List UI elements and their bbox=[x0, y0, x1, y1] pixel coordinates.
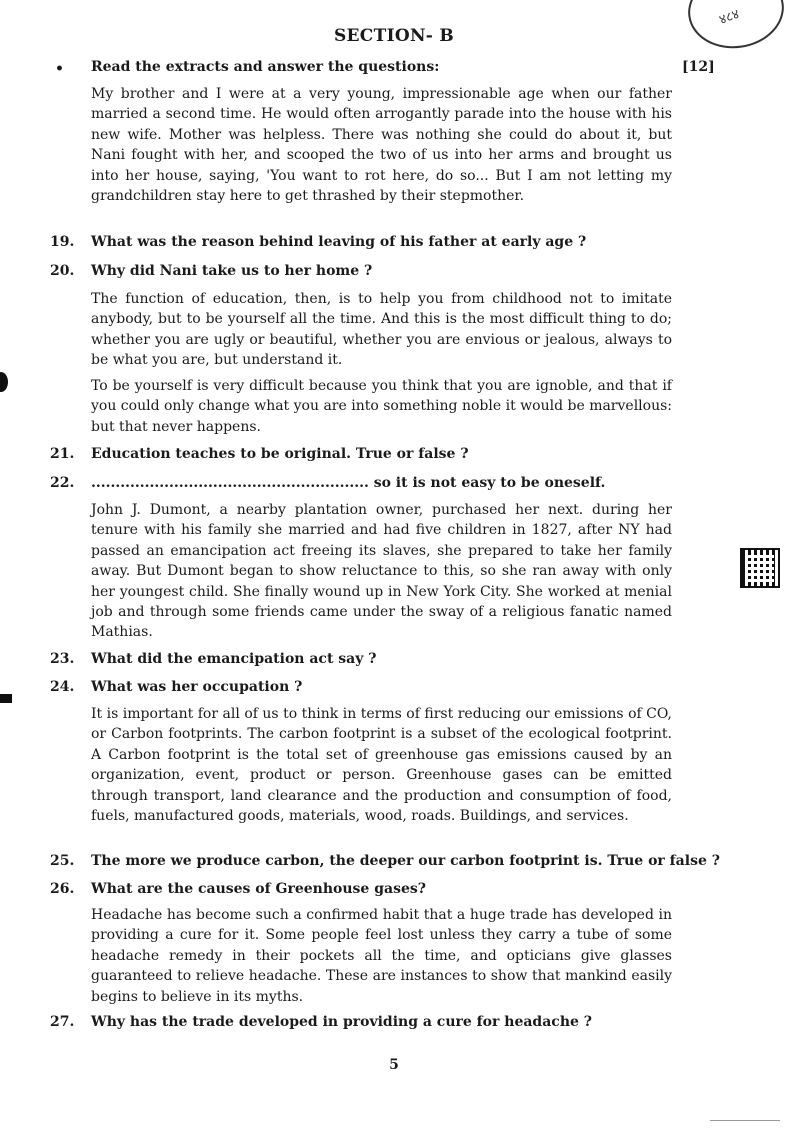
instruction-text: Read the extracts and answer the questions: bbox=[91, 59, 440, 75]
question-text: The more we produce carbon, the deeper our carbon footprint is. True or false ? bbox=[91, 853, 720, 869]
qr-code-icon bbox=[740, 548, 780, 588]
question-number: 24. bbox=[50, 679, 75, 695]
question-number: 21. bbox=[50, 446, 75, 462]
passage-2: The function of education, then, is to help you from childhood not to imitate anybody, but to be yourself all the time. And this is the most difficult thing to do; whether you are ugly or beautiful, whether you are envious or jealous, always to be what you are, but understand it. bbox=[91, 291, 672, 369]
footer-divider bbox=[710, 1120, 780, 1121]
question-number: 26. bbox=[50, 881, 75, 897]
question-text: What was the reason behind leaving of his father at early age ? bbox=[91, 234, 587, 250]
question-number: 25. bbox=[50, 853, 75, 869]
scan-edge-mark bbox=[0, 694, 12, 703]
question-number: 27. bbox=[50, 1014, 75, 1030]
bullet-icon: • bbox=[55, 61, 64, 77]
question-text: What are the causes of Greenhouse gases? bbox=[91, 881, 426, 897]
question-text: Why has the trade developed in providing a cure for headache ? bbox=[91, 1014, 592, 1030]
passage-3: To be yourself is very difficult because you think that you are ignoble, and that if you could only change what you are into something noble it would be marvellous: but that never happens. bbox=[91, 378, 672, 435]
question-number: 22. bbox=[50, 475, 75, 491]
handwritten-note: ४८४ bbox=[717, 6, 742, 28]
passage-5: It is important for all of us to think in terms of first reducing our emissions of CO, or Carbon footprints. The carbon footprint is a subset of the ecological footprint. A Carbon footprint is the total set of greenhouse gas emissions caused by an organization, event, product or person. Greenhouse gases can be emitted through transport, land clearance and the production and consumption of food, fuels, manufactured goods, materials, wood, roads. Buildings, and services. bbox=[91, 706, 672, 825]
question-text: What was her occupation ? bbox=[91, 679, 303, 695]
question-number: 19. bbox=[50, 234, 75, 250]
passage-1: My brother and I were at a very young, impressionable age when our father married a second time. He would often arrogantly parade into the house with his new wife. Mother was helpless. There was nothing she could do about it, but Nani fought with her, and scooped the two of us into her arms and brought us into her house, saying, 'You want to rot here, do so... But I am not letting my grandchildren stay here to get thrashed by their stepmother. bbox=[91, 86, 672, 205]
passage-4: John J. Dumont, a nearby plantation owner, purchased her next. during her tenure with his family she married and had five children in 1827, after NY had passed an emancipation act freeing its slaves, she prepared to take her family away. But Dumont began to show reluctance to this, so she ran away with only her youngest child. She finally wound up in New York City. She worked at menial job and through some friends came under the sway of a religious fanatic named Mathias. bbox=[91, 502, 672, 641]
section-title: SECTION- B bbox=[333, 26, 455, 46]
passage-6: Headache has become such a confirmed habit that a huge trade has developed in providing a cure for it. Some people feel lost unless they carry a tube of some headache remedy in their pockets all the time, and opticians give glasses guaranteed to relieve headache. These are instances to show that mankind easily begins to believe in its myths. bbox=[91, 907, 672, 1005]
marks-label: [12] bbox=[682, 59, 715, 75]
question-text: Why did Nani take us to her home ? bbox=[91, 263, 373, 279]
question-text: What did the emancipation act say ? bbox=[91, 651, 377, 667]
question-text: Education teaches to be original. True or false ? bbox=[91, 446, 469, 462]
punch-hole-mark bbox=[0, 372, 8, 392]
question-text: ......................................................... so it is not easy to be oneself. bbox=[91, 475, 606, 491]
question-number: 23. bbox=[50, 651, 75, 667]
question-number: 20. bbox=[50, 263, 75, 279]
page-number: 5 bbox=[389, 1057, 399, 1073]
